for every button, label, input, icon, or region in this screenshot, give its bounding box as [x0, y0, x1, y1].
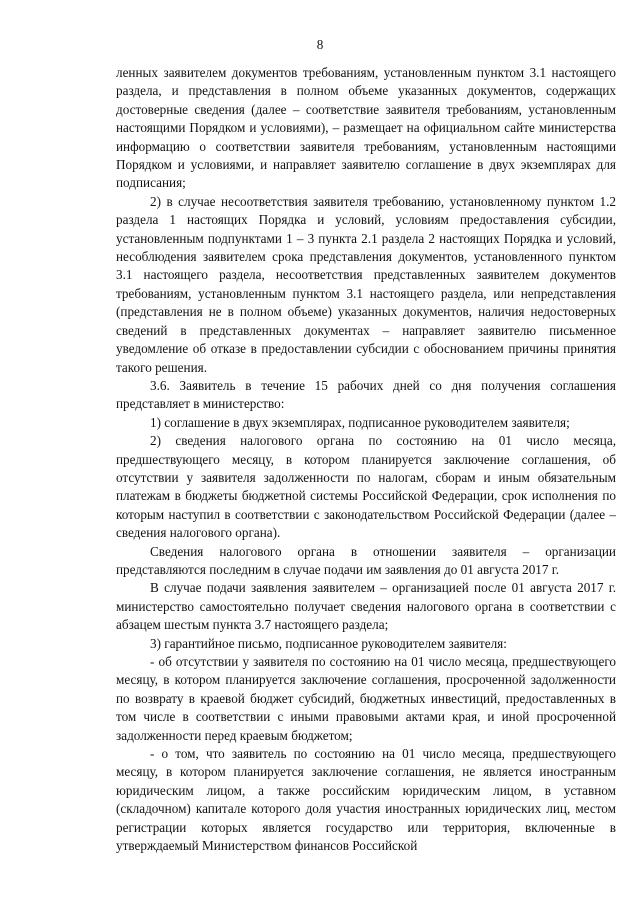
paragraph: 2) сведения налогового органа по состоянию на 01 число месяца, предшествующего месяцу, в котором планируется заключение соглашения, об отсутствии у заявителя задолженности по налогам, сборам и иным обязательным платежам в бюджеты бюджетной системы Российской Федерации, срок исполнения по которым наступил в соответствии с законодательством Российской Федерации (далее – сведения налогового органа). [116, 433, 616, 541]
paragraph: 3) гарантийное письмо, подписанное руководителем заявителя: [150, 635, 507, 651]
document-body [116, 64, 616, 855]
paragraph: - об отсутствии у заявителя по состоянию на 01 число месяца, предшествующего месяцу, в котором планируется заключение соглашения, просроченной задолженности по возврату в краевой бюджет субсидий, бюджетных инвестиций, предоставленных в том числе в соответствии с иными правовыми актами края, и иной просроченной задолженности перед краевым бюджетом; [116, 654, 616, 743]
paragraph: ленных заявителем документов требованиям, установленным пунктом 3.1 настоящего раздела, и представления в полном объеме указанных документов, содержащих достоверные сведения (далее – соответствие заявителя требованиям, установленным настоящими Порядком и условиями), – размещает на официальном сайте министерства информацию о соответствии заявителя требованиям, установленным настоящими Порядком и условиями, и направляет заявителю соглашение в двух экземплярах для подписания; [116, 65, 616, 191]
page-number: 8 [316, 37, 324, 52]
paragraph: Сведения налогового органа в отношении заявителя – организации представляются последним в случае подачи им заявления до 01 августа 2017 г. [116, 543, 616, 577]
paragraph: В случае подачи заявления заявителем – организацией после 01 августа 2017 г. министерство самостоятельно получает сведения налогового органа в соответствии с абзацем шестым пункта 3.7 настоящего раздела; [116, 580, 616, 633]
paragraph: 2) в случае несоответствия заявителя требованию, установленному пунктом 1.2 раздела 1 настоящих Порядка и условий, условиям предоставления субсидии, установленным подпунктами 1 – 3 пункта 2.1 раздела 2 настоящих Порядка и условий, несоблюдения заявителем срока представления документов, установленного пунктом 3.1 настоящего раздела, несоответствия представленных заявителем документов требованиям, установленным пунктом 3.1 настоящего раздела, или непредставления (представления не в полном объеме) указанных документов, наличия недостоверных сведений в представленных документах – направляет заявителю письменное уведомление об отказе в предоставлении субсидии с обоснованием причины принятия такого решения. [116, 193, 616, 375]
paragraph: - о том, что заявитель по состоянию на 01 число месяца, предшествующего месяцу, в котором планируется заключение соглашения, не является иностранным юридическим лицом, а также российским юридическим лицом, в уставном (складочном) капитале которого доля участия иностранных юридических лиц, местом регистрации которых является государство или территория, включенные в утверждаемый Министерством финансов Российской [116, 746, 616, 854]
paragraph: 3.6. Заявитель в течение 15 рабочих дней со дня получения соглашения представляет в министерство: [116, 377, 616, 412]
paragraph: 1) соглашение в двух экземплярах, подписанное руководителем заявителя; [150, 414, 570, 430]
